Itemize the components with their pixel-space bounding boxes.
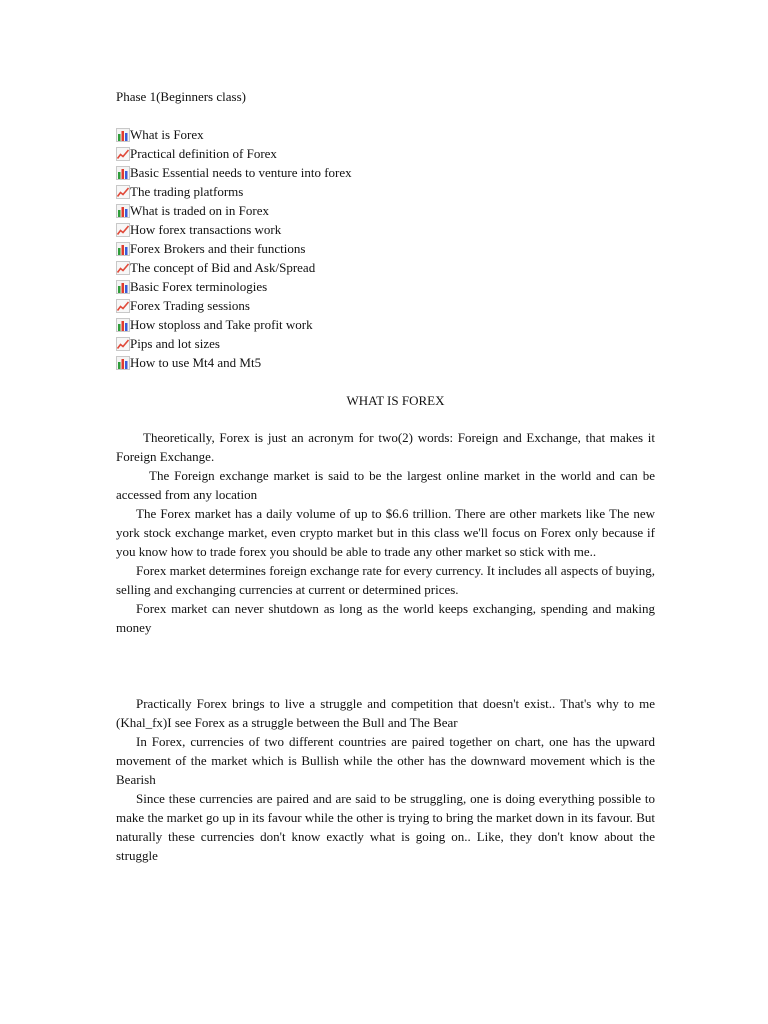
trend-up-chart-icon: [116, 147, 130, 161]
paragraph: Theoretically, Forex is just an acronym for two(2) words: Foreign and Exchange, that makes it Foreign Exchange.: [116, 430, 655, 464]
topic-label: The concept of Bid and Ask/Spread: [130, 260, 316, 275]
topic-label: What is Forex: [130, 127, 204, 142]
topic-label: Forex Trading sessions: [130, 298, 250, 313]
bar-chart-icon: [116, 356, 130, 370]
topic-item: [116, 239, 655, 258]
topic-item: [116, 182, 655, 201]
topic-label: Basic Essential needs to venture into forex: [130, 165, 352, 180]
paragraph: The Forex market has a daily volume of up to $6.6 trillion. There are other markets like The new york stock exchange market, even crypto market but in this class we'll focus on Forex only because if you know how to trade forex you should be able to trade any other market so stick with me..: [116, 506, 655, 559]
paragraph: In Forex, currencies of two different countries are paired together on chart, one has the upward movement of the market which is Bullish while the other has the downward movement which is the Bearish: [116, 734, 655, 787]
paragraph: Forex market can never shutdown as long as the world keeps exchanging, spending and making money: [116, 601, 655, 635]
trend-up-chart-icon: [116, 223, 130, 237]
topic-list: [116, 125, 655, 372]
topic-label: Practical definition of Forex: [130, 146, 277, 161]
topic-item: [116, 220, 655, 239]
topic-label: How forex transactions work: [130, 222, 282, 237]
paragraph: Practically Forex brings to live a struggle and competition that doesn't exist.. That's why to me (Khal_fx)I see Forex as a struggle between the Bull and The Bear: [116, 696, 655, 730]
topic-item: [116, 277, 655, 296]
section-title: WHAT IS FOREX: [346, 393, 445, 408]
document-page: [116, 87, 655, 865]
trend-up-chart-icon: [116, 185, 130, 199]
topic-item: [116, 353, 655, 372]
topic-label: Forex Brokers and their functions: [130, 241, 306, 256]
topic-item: [116, 315, 655, 334]
topic-item: [116, 163, 655, 182]
spacer: [116, 637, 655, 694]
topic-label: The trading platforms: [130, 184, 244, 199]
trend-up-chart-icon: [116, 299, 130, 313]
bar-chart-icon: [116, 280, 130, 294]
topic-label: How to use Mt4 and Mt5: [130, 355, 262, 370]
topic-label: Basic Forex terminologies: [130, 279, 268, 294]
topic-item: [116, 144, 655, 163]
bar-chart-icon: [116, 128, 130, 142]
bar-chart-icon: [116, 204, 130, 218]
trend-up-chart-icon: [116, 337, 130, 351]
bar-chart-icon: [116, 166, 130, 180]
bar-chart-icon: [116, 318, 130, 332]
topic-item: [116, 125, 655, 144]
paragraph: Since these currencies are paired and are said to be struggling, one is doing everything possible to make the market go up in its favour while the other is trying to bring the market down in its favour. But naturally these currencies don't know exactly what is going on.. Like, they don't know about the struggle: [116, 791, 655, 863]
topic-item: [116, 334, 655, 353]
topic-item: [116, 296, 655, 315]
phase-heading: Phase 1(Beginners class): [116, 89, 246, 104]
topic-item: [116, 201, 655, 220]
bar-chart-icon: [116, 242, 130, 256]
paragraph: The Foreign exchange market is said to be the largest online market in the world and can be accessed from any location: [116, 468, 655, 502]
topic-label: How stoploss and Take profit work: [130, 317, 313, 332]
topic-label: Pips and lot sizes: [130, 336, 220, 351]
topic-label: What is traded on in Forex: [130, 203, 269, 218]
topic-item: [116, 258, 655, 277]
trend-up-chart-icon: [116, 261, 130, 275]
paragraph: Forex market determines foreign exchange rate for every currency. It includes all aspects of buying, selling and exchanging currencies at current or determined prices.: [116, 563, 655, 597]
